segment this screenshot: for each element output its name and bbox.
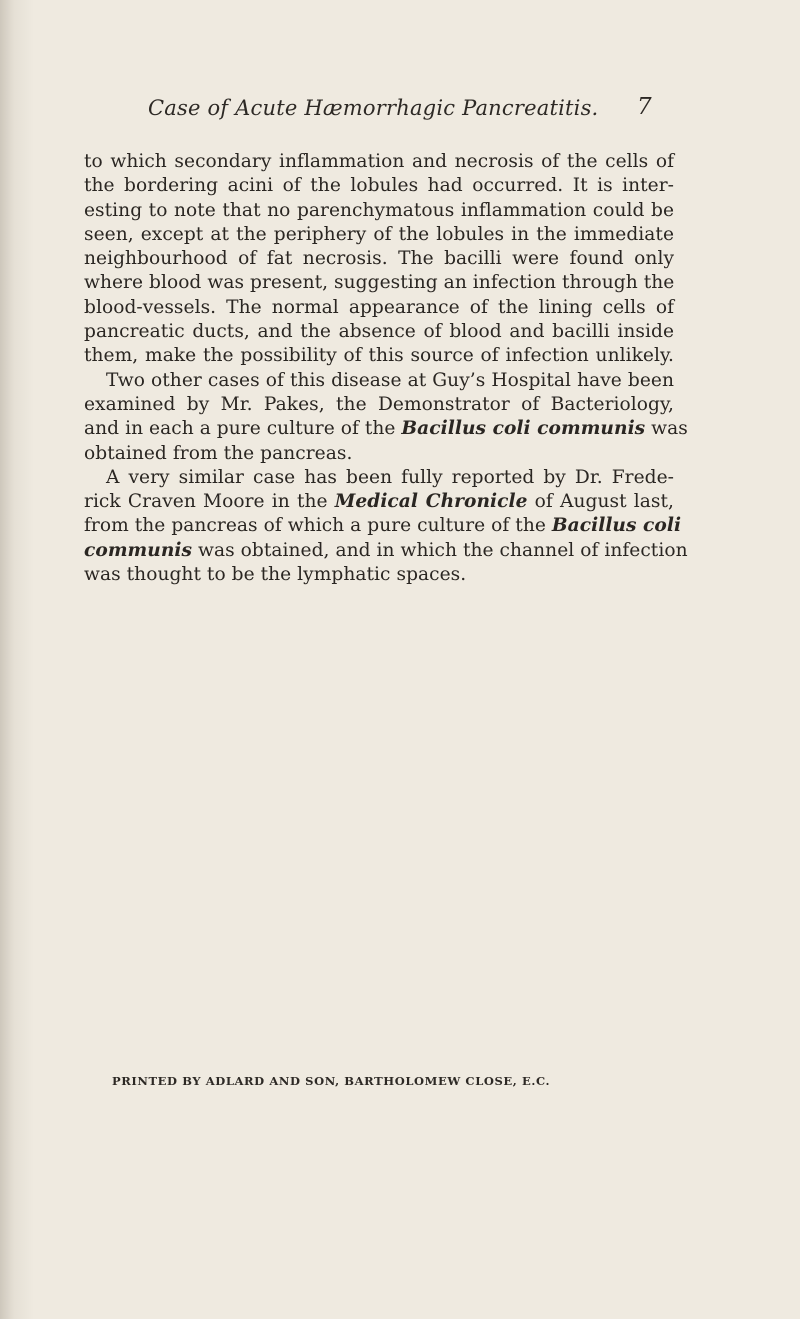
text-line: pancreatic ducts, and the absence of blood and bacilli inside <box>84 321 674 343</box>
text-line: them, make the possibility of this source of infection unlikely. <box>84 345 674 367</box>
text-line: rick Craven Moore in the Medical Chronicle of August last, <box>84 491 675 513</box>
page-number: 7 <box>637 94 652 120</box>
body-text <box>84 150 688 587</box>
text-line: neighbourhood of fat necrosis. The bacilli were found only <box>84 248 674 270</box>
printer-imprint: PRINTED BY ADLARD AND SON, BARTHOLOMEW CLOSE, E.C. <box>112 1074 551 1088</box>
italic-term: communis <box>84 539 193 561</box>
text-line: and in each a pure culture of the Bacillus coli communis was <box>84 418 688 440</box>
text-line: communis was obtained, and in which the channel of infection <box>84 539 688 561</box>
text-line: where blood was present, suggesting an infection through the <box>84 272 675 294</box>
italic-term: Medical Chronicle <box>334 491 528 513</box>
text-line: blood-vessels. The normal appearance of the lining cells of <box>84 296 674 318</box>
text-line: Two other cases of this disease at Guy’s Hospital have been <box>106 369 674 391</box>
text-line: obtained from the pancreas. <box>84 442 353 464</box>
text-line: was thought to be the lymphatic spaces. <box>84 564 467 586</box>
italic-term: Bacillus coli communis <box>401 418 646 440</box>
text-line: to which secondary inflammation and necrosis of the cells of <box>84 151 674 172</box>
text-line: from the pancreas of which a pure culture of the Bacillus coli <box>84 515 682 537</box>
running-head: Case of Acute Hæmorrhagic Pancreatitis. <box>148 96 599 120</box>
italic-term: Bacillus coli <box>551 515 682 537</box>
text-line: A very similar case has been fully reported by Dr. Frede- <box>106 466 674 488</box>
text-line: the bordering acini of the lobules had occurred. It is inter- <box>84 175 674 197</box>
text-line: examined by Mr. Pakes, the Demonstrator of Bacteriology, <box>84 393 674 415</box>
text-line: seen, except at the periphery of the lobules in the immediate <box>84 223 674 245</box>
text-line: esting to note that no parenchymatous inflammation could be <box>84 199 674 221</box>
